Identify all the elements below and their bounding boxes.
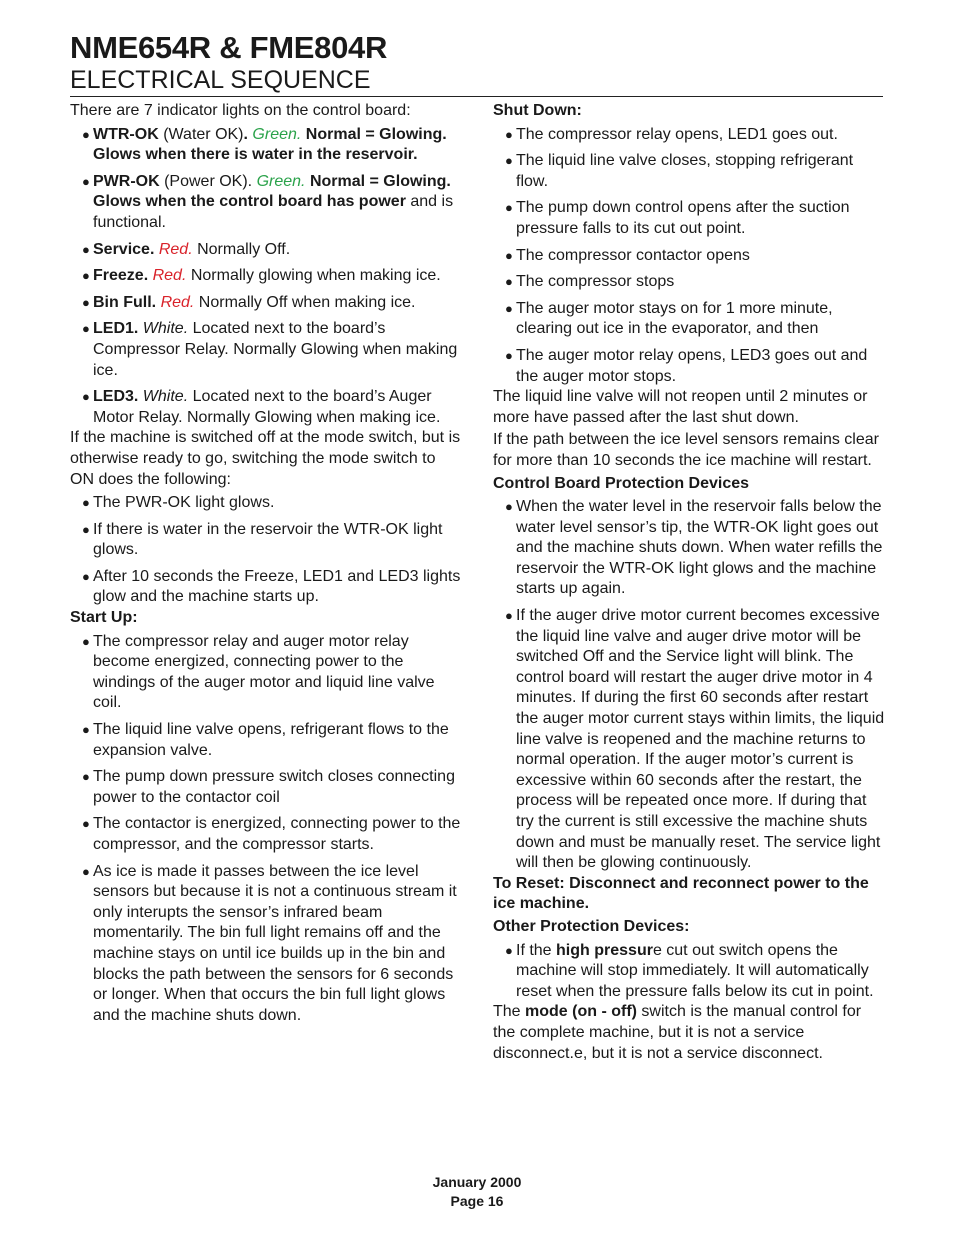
bullet-icon: ● xyxy=(82,816,90,832)
startup-heading: Start Up: xyxy=(70,609,138,627)
list-item: ● The compressor relay and auger motor relay become energized, connecting power to the windings of the auger motor and liquid line valve coil. xyxy=(82,632,435,712)
light-item-led1: ● LED1. White. Located next to the board’s Compressor Relay. Normally Glowing when making ice. xyxy=(82,320,458,379)
list-item: ● The auger motor stays on for 1 more minute, clearing out ice in the evaporator, and then xyxy=(505,299,833,338)
mode-paragraph: The mode (on - off) switch is the manual control for the complete machine, but it is not a service disconnect.e, but it is not a service disconnect. xyxy=(493,1003,862,1062)
reopen-paragraph: The liquid line valve will not reopen until 2 minutes or more have passed after the last shut down. xyxy=(493,388,868,426)
list-item: ● The compressor relay opens, LED1 goes out. xyxy=(493,125,885,146)
bullet-icon: ● xyxy=(505,153,513,169)
bullet-icon: ● xyxy=(505,300,513,316)
light-item-freeze: ● Freeze. Red. Normally glowing when making ice. xyxy=(70,266,462,287)
bullet-icon: ● xyxy=(82,294,90,310)
section-title: ELECTRICAL SEQUENCE xyxy=(70,66,371,94)
bullet-icon: ● xyxy=(82,268,90,284)
bullet-icon: ● xyxy=(505,942,513,958)
list-item: ● The liquid line valve closes, stopping refrigerant flow. xyxy=(505,152,854,190)
bullet-icon: ● xyxy=(82,321,90,337)
mode-switch-list xyxy=(70,493,462,608)
list-item: ● If there is water in the reservoir the WTR-OK light glows. xyxy=(82,520,443,559)
light-item-pwr-ok: ● PWR-OK (Power OK). Green. Normal = Glowing. Glows when the control board has power and is functional. xyxy=(82,172,454,231)
shutdown-heading: Shut Down: xyxy=(493,102,582,119)
bullet-icon: ● xyxy=(82,521,90,537)
list-item: ● The compressor contactor opens xyxy=(493,246,885,267)
list-item: ● The pump down pressure switch closes connecting power to the contactor coil xyxy=(82,768,455,806)
other-protection-heading: Other Protection Devices: xyxy=(493,917,690,935)
list-item: ● The contactor is energized, connecting power to the compressor, and the compressor starts. xyxy=(82,815,461,853)
right-column xyxy=(493,101,885,1066)
bullet-icon: ● xyxy=(82,389,90,405)
left-column xyxy=(70,101,462,1026)
bullet-icon: ● xyxy=(82,173,90,189)
protection-heading: Control Board Protection Devices xyxy=(493,474,750,492)
bullet-icon: ● xyxy=(505,247,513,263)
list-item: ● The pump down control opens after the suction pressure falls to its cut out point. xyxy=(505,199,850,237)
list-item: ● If the auger drive motor current becomes excessive the liquid line valve and auger drive motor will be switched Off and the Service light will blink. The control board will restart the auger drive motor in 4 minutes. If during the first 60 seconds after restart the auger motor current stays within limits, the liquid line valve is reopened and the machine returns to normal operation. If the auger motor’s current is excessive within 60 seconds after the restart, the process will be repeated once more. If during that try the current is still excessive the machine shuts down and must be manually reset. The service light will then be glowing continuously. xyxy=(505,607,885,872)
bullet-icon: ● xyxy=(82,568,90,584)
bullet-icon: ● xyxy=(82,241,90,257)
list-item: ● The compressor stops xyxy=(493,272,885,293)
restart-paragraph: If the path between the ice level sensors remains clear for more than 10 seconds the ice machine will restart. xyxy=(493,431,879,469)
indicator-lights-list xyxy=(70,125,462,429)
list-item: ● If the high pressure cut out switch opens the machine will stop immediately. It will automatically reset when the pressure falls below its cut in point. xyxy=(505,941,874,1000)
footer-page-number: Page 16 xyxy=(450,1193,504,1209)
bullet-icon: ● xyxy=(82,863,90,879)
other-protection-list xyxy=(493,941,885,1003)
page-title: NME654R & FME804R xyxy=(70,30,388,65)
bullet-icon: ● xyxy=(82,722,90,738)
bullet-icon: ● xyxy=(505,126,513,142)
bullet-icon: ● xyxy=(82,633,90,649)
indicator-intro: There are 7 indicator lights on the control board: xyxy=(70,102,411,119)
bullet-icon: ● xyxy=(505,608,513,624)
bullet-icon: ● xyxy=(82,126,90,142)
list-item: ● As ice is made it passes between the ice level sensors but because it is not a continuous stream it only interupts the sensor’s infrared beam momentarily. The bin full light remains off and the machine stays on until ice builds up in the bin and blocks the path between the sensors for 6 seconds or longer. When that occurs the bin full light glows and the machine shuts down. xyxy=(82,862,457,1024)
list-item: ● The PWR-OK light glows. xyxy=(70,493,462,514)
list-item: ● When the water level in the reservoir falls below the water level sensor’s tip, the WTR-OK light goes out and the machine shuts down. When water refills the reservoir the WTR-OK light glows and the machine starts up again. xyxy=(505,498,883,598)
page-footer xyxy=(0,1173,954,1211)
mode-switch-paragraph: If the machine is switched off at the mode switch, but is otherwise ready to go, switching the mode switch to ON does the following: xyxy=(70,429,461,488)
bullet-icon: ● xyxy=(505,347,513,363)
list-item: ● The auger motor relay opens, LED3 goes out and the auger motor stops. xyxy=(505,346,868,385)
bullet-icon: ● xyxy=(505,274,513,290)
light-item-service: ● Service. Red. Normally Off. xyxy=(70,240,462,261)
reset-heading: To Reset: Disconnect and reconnect power to the ice machine. xyxy=(493,874,869,913)
protection-list xyxy=(493,497,885,874)
list-item: ● After 10 seconds the Freeze, LED1 and LED3 lights glow and the machine starts up. xyxy=(82,567,461,606)
bullet-icon: ● xyxy=(505,200,513,216)
footer-date: January 2000 xyxy=(432,1174,522,1190)
header-divider xyxy=(70,96,883,97)
bullet-icon: ● xyxy=(82,769,90,785)
light-item-bin-full: ● Bin Full. Red. Normally Off when making ice. xyxy=(70,293,462,314)
shutdown-list xyxy=(493,125,885,388)
startup-list xyxy=(70,632,462,1027)
bullet-icon: ● xyxy=(82,495,90,511)
bullet-icon: ● xyxy=(505,499,513,515)
light-item-led3: ● LED3. White. Located next to the board’s Auger Motor Relay. Normally Glowing when making ice. xyxy=(82,388,441,426)
list-item: ● The liquid line valve opens, refrigerant flows to the expansion valve. xyxy=(82,721,449,759)
light-item-wtr-ok: ● WTR-OK (Water OK). Green. Normal = Glowing. Glows when there is water in the reservoir. xyxy=(82,125,447,164)
